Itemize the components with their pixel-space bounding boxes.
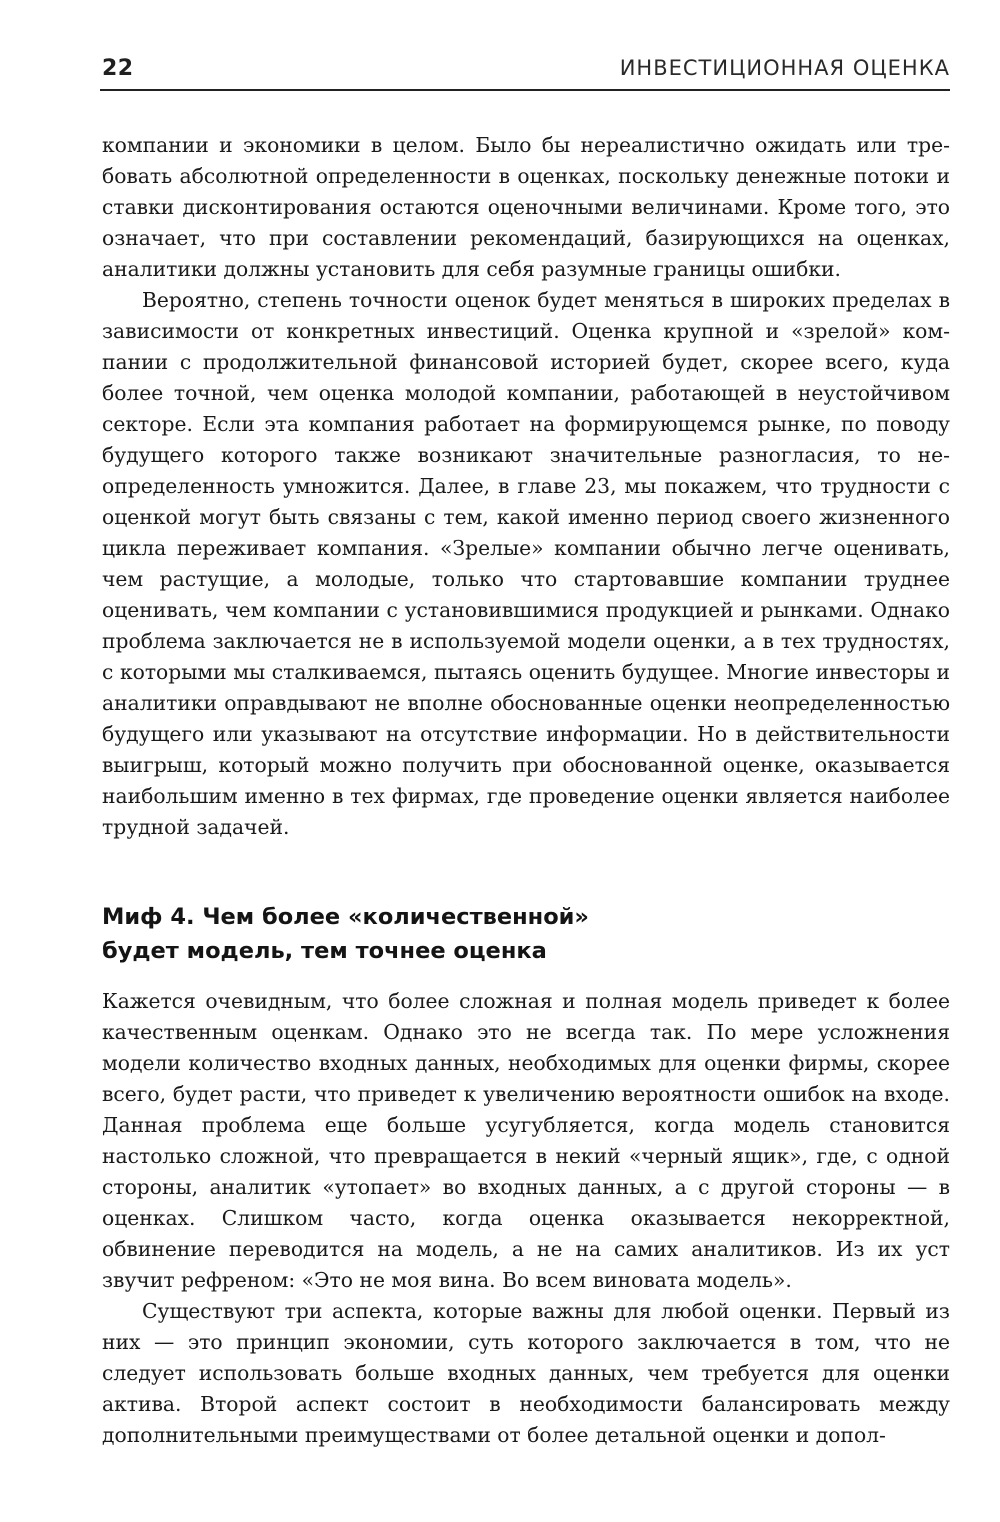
running-title: ИНВЕСТИЦИОННАЯ ОЦЕНКА: [619, 56, 950, 80]
paragraph: Существуют три аспекта, которые важны для любой оценки. Первый из них — это принцип экономии, суть которого заключается в том, что не следует использовать больше входных данных, чем требуется для оценки актива. Второй аспект состоит в необходимости балансировать между дополнительными преимуществами от более детальной оценки и допол-: [102, 1299, 950, 1447]
paragraph-continuation: компании и экономики в целом. Было бы нереалистично ожидать или требовать абсолютной определенности в оценках, поскольку денежные потоки и ставки дисконтирования остаются оценочными величинами. Кроме того, это означает, что при составлении рекомендаций, базирующихся на оценках, аналитики должны установить для себя разумные границы ошибки.: [102, 133, 950, 281]
header-divider: [100, 89, 950, 91]
paragraph: Вероятно, степень точности оценок будет меняться в широких пределах в зависимости от конкретных инвестиций. Оценка крупной и «зрелой» компании с продолжительной финансовой историей будет, скорее всего, куда более точной, чем оценка молодой компании, работающей в неустойчивом секторе. Если эта компания работает на формирующемся рынке, по поводу будущего которого также возникают значительные разногласия, то неопределенность умножится. Далее, в главе 23, мы покажем, что трудности с оценкой могут быть связаны с тем, какой именно период своего жизненного цикла переживает компания. «Зрелые» компании обычно легче оценивать, чем растущие, а молодые, только что стартовавшие компании труднее оценивать, чем компании с установившимися продукцией и рынками. Однако проблема заключается не в используемой модели оценки, а в тех трудностях, с которыми мы сталкиваемся, пытаясь оценить будущее. Многие инвесторы и аналитики оправдывают не вполне обоснованные оценки неопределенностью будущего или указывают на отсутствие информации. Но в действительности выигрыш, который можно получить при обоснованной оценке, оказывается наибольшим именно в тех фирмах, где проведение оценки является наиболее трудной задачей.: [102, 288, 950, 839]
section-heading-line: будет модель, тем точнее оценка: [102, 938, 547, 964]
paragraph: Кажется очевидным, что более сложная и полная модель приведет к более качественным оценкам. Однако это не всегда так. По мере усложнения модели количество входных данных, необходимых для оценки фирмы, скорее всего, будет расти, что приведет к увеличению вероятности ошибок на входе. Данная проблема еще больше усугубляется, когда модель становится настолько сложной, что превращается в некий «черный ящик», где, с одной стороны, аналитик «утопает» во входных данных, а с другой стороны — в оценках. Слишком часто, когда оценка оказывается некорректной, обвинение переводится на модель, а не на самих аналитиков. Из их уст звучит рефреном: «Это не моя вина. Во всем виновата модель».: [102, 989, 950, 1292]
running-head: [102, 52, 950, 86]
page-number: 22: [102, 56, 134, 81]
text-block-bottom: [102, 986, 950, 1451]
text-block-top: [102, 130, 950, 843]
section-heading-line: Миф 4. Чем более «количественной»: [102, 904, 589, 930]
section-heading: [102, 900, 950, 968]
